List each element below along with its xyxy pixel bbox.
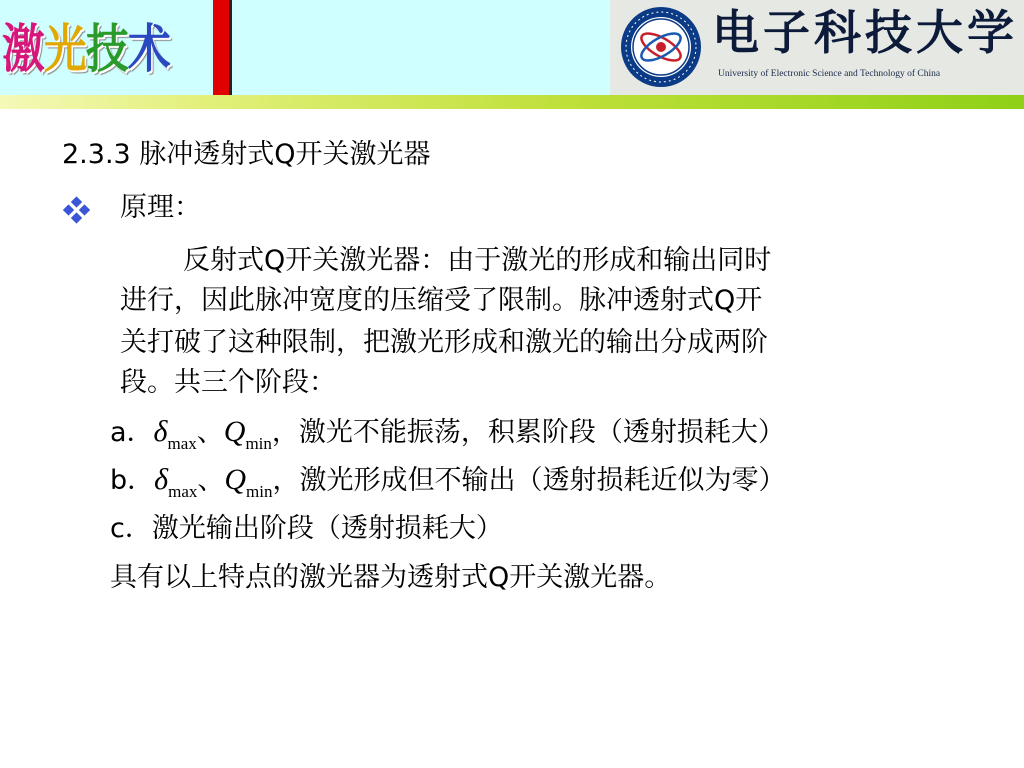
conclusion-text: 具有以上特点的激光器为透射式Q开关激光器。 — [110, 562, 672, 593]
topic-title-char: 术 — [128, 19, 170, 80]
paragraph-line: 进行，因此脉冲宽度的压缩受了限制。脉冲透射式Q开 — [120, 285, 763, 316]
subscript: min — [246, 482, 273, 501]
stage-item-b — [110, 462, 786, 510]
q-symbol: Q — [223, 415, 246, 448]
item-prefix: b． — [110, 465, 155, 496]
separator: 、 — [196, 417, 224, 448]
topic-title — [2, 10, 170, 90]
bullet-label: 原理： — [120, 192, 201, 223]
subscript: max — [167, 434, 197, 453]
item-prefix: c． — [110, 513, 152, 544]
header-accent-bar — [213, 0, 229, 95]
university-name-en: University of Electronic Science and Technology of China — [718, 69, 941, 79]
topic-title-char: 激 — [2, 19, 44, 80]
paragraph-line: 段。共三个阶段： — [120, 367, 336, 398]
paragraph-line: 反射式Q开关激光器：由于激光的形成和输出同时 — [183, 245, 772, 276]
topic-title-char: 光 — [44, 19, 86, 80]
stage-item-a — [110, 414, 785, 462]
section-heading: 2.3.3 脉冲透射式Q开关激光器 — [62, 139, 431, 170]
subscript: max — [168, 482, 198, 501]
item-text: 激光输出阶段（透射损耗大） — [151, 513, 503, 544]
university-seal-icon — [620, 6, 702, 88]
item-text: ，激光形成但不输出（透射损耗近似为零） — [272, 465, 786, 496]
item-text: ，激光不能振荡，积累阶段（透射损耗大） — [271, 417, 785, 448]
item-prefix: a． — [110, 417, 154, 448]
separator: 、 — [197, 465, 225, 496]
delta-symbol: δ — [154, 463, 169, 496]
stage-item-c — [110, 511, 503, 547]
university-name: 电子科技大学 — [712, 6, 1018, 61]
header-stripe — [0, 95, 1024, 109]
subscript: min — [245, 434, 272, 453]
paragraph-line: 关打破了这种限制，把激光形成和激光的输出分成两阶 — [120, 327, 768, 358]
q-symbol: Q — [224, 463, 247, 496]
topic-title-char: 技 — [86, 19, 128, 80]
diamond-bullet-icon — [63, 196, 91, 224]
header-divider — [229, 0, 232, 95]
delta-symbol: δ — [153, 415, 168, 448]
